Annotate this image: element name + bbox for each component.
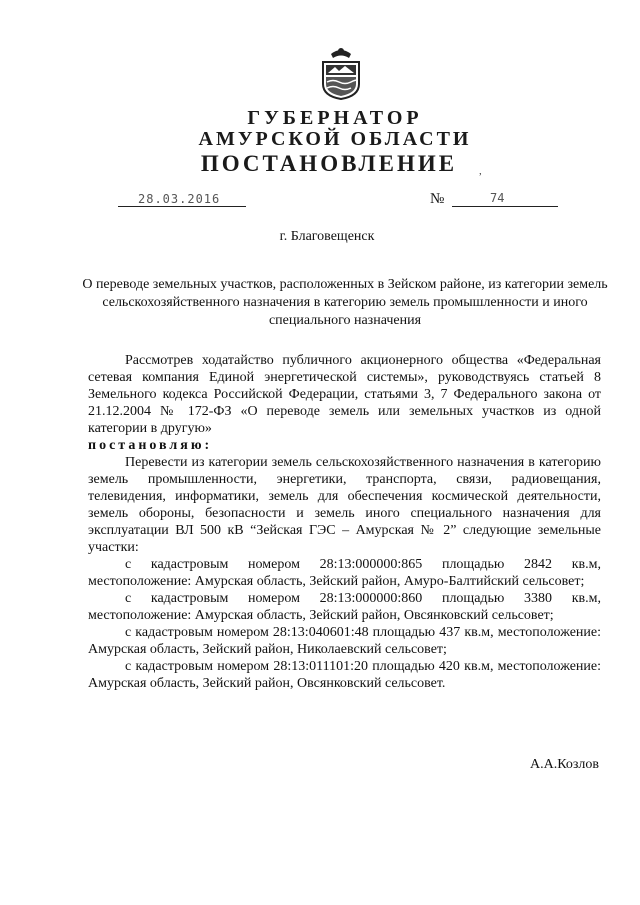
date-underline bbox=[118, 206, 246, 207]
coat-of-arms-icon bbox=[319, 44, 363, 100]
list-item: с кадастровым номером 28:13:040601:48 площадью 437 кв.м, местоположение: Амурская область, Зейский район, Николаевский сельсовет; bbox=[88, 625, 601, 657]
signatory-name: А.А.Козлов bbox=[530, 757, 599, 772]
number-sign: № bbox=[430, 191, 445, 207]
list-item: с кадастровым номером 28:13:000000:865 площадью 2842 кв.м, местоположение: Амурская область, Зейский район, Амуро-Балтийский сельсовет; bbox=[88, 557, 601, 589]
issuer-title-line2: АМУРСКОЙ ОБЛАСТИ bbox=[198, 128, 472, 150]
main-paragraph: Перевести из категории земель сельскохозяйственного назначения в категорию земель промышленности, энергетики, транспорта, связи, радиовещания, телевидения, информатики, земель для обеспечения космической деятельности, земель обороны, безопасности и земель иного специального назначения для эксплуатации ВЛ 500 кВ “Зейская ГЭС – Амурская № 2” следующие земельные участки: bbox=[88, 455, 601, 555]
document-body bbox=[88, 352, 601, 692]
pen-mark: , bbox=[479, 165, 482, 177]
document-type-title: ПОСТАНОВЛЕНИЕ bbox=[200, 151, 458, 176]
list-item: с кадастровым номером 28:13:011101:20 площадью 420 кв.м, местоположение: Амурская область, Зейский район, Овсянковский сельсовет. bbox=[88, 659, 601, 691]
document-date: 28.03.2016 bbox=[138, 192, 221, 206]
list-item: с кадастровым номером 28:13:000000:860 площадью 3380 кв.м, местоположение: Амурская область, Зейский район, Овсянковский сельсовет; bbox=[88, 591, 601, 623]
issuer-title-line1: ГУБЕРНАТОР bbox=[247, 107, 423, 129]
preamble-paragraph: Рассмотрев ходатайство публичного акционерного общества «Федеральная сетевая компания Единой энергетической системы», руководствуясь статьей 8 Земельного кодекса Российской Федерации, статьями 3, 7 Федерального закона от 21.12.2004 № 172-ФЗ «О переводе земель или земельных участков из одной категории в другую» bbox=[88, 353, 601, 436]
number-underline bbox=[452, 206, 558, 207]
document-subject: О переводе земельных участков, расположенных в Зейском районе, из категории земель сельскохозяйственного назначения в категорию земель промышленности и иного специального назначения bbox=[82, 277, 608, 328]
city-line: г. Благовещенск bbox=[279, 229, 375, 244]
decree-word: постановляю: bbox=[88, 438, 213, 453]
document-number: 74 bbox=[490, 191, 505, 205]
